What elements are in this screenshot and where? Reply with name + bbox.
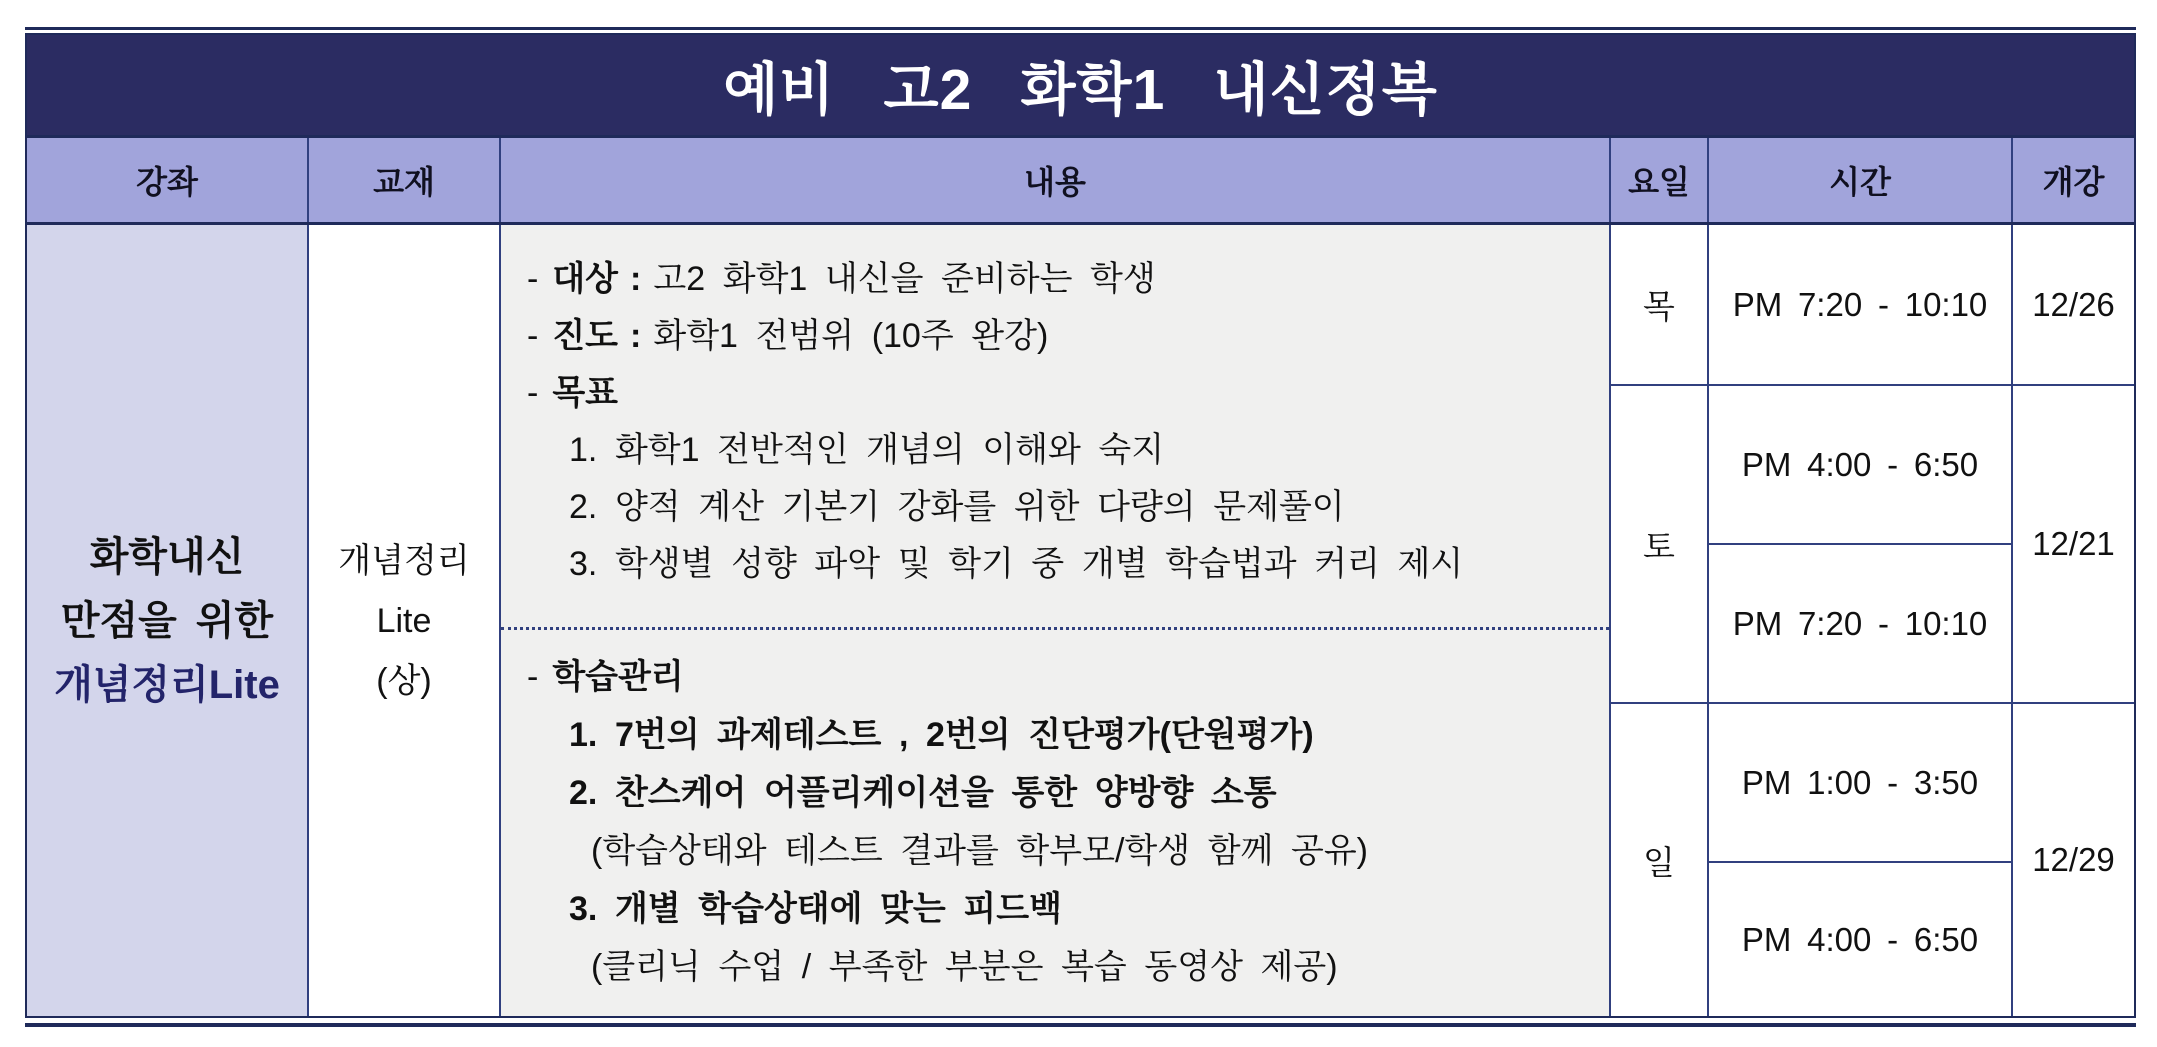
target-label: 대상: [552, 260, 619, 298]
goal-label: 목표: [552, 374, 619, 412]
content-goal-line: [501, 365, 1609, 422]
management-item-2-note: (학습상태와 테스트 결과를 학부모/학생 함께 공유): [591, 832, 1369, 870]
top-rule: [25, 27, 2136, 30]
goal-item-3: 3. 학생별 성향 파악 및 학기 중 개별 학습법과 커리 제시: [569, 545, 1464, 583]
target-text: 고2 화학1 내신을 준비하는 학생: [653, 260, 1156, 298]
page-title: 예비 고2 화학1 내신정복: [723, 58, 1438, 122]
management-label: 학습관리: [552, 658, 684, 696]
goal-item-2: 2. 양적 계산 기본기 강화를 위한 다량의 문제풀이: [569, 488, 1345, 526]
start-date-saturday: 12/21: [2013, 386, 2134, 702]
content-management-section: [501, 630, 1609, 1016]
bullet-dash: -: [527, 317, 539, 355]
bullet-dash: -: [527, 658, 539, 696]
textbook-line1: 개념정리: [338, 541, 470, 580]
day-sunday: 일: [1611, 704, 1707, 1016]
header-content: 내용: [501, 138, 1609, 222]
header-time: 시간: [1709, 138, 2011, 222]
content-overview-section: [501, 225, 1609, 627]
textbook-line2: Lite: [376, 601, 432, 640]
content-target-line: [501, 251, 1609, 308]
management-label-line: [501, 648, 1609, 706]
colon-separator: :: [630, 317, 642, 355]
course-name-line1: 화학내신: [89, 534, 245, 579]
table: [25, 33, 2136, 1018]
header-course: 강좌: [27, 138, 307, 222]
time-saturday-1: PM 4:00 - 6:50: [1709, 386, 2011, 543]
bullet-dash: -: [527, 374, 539, 412]
time-sunday-1: PM 1:00 - 3:50: [1709, 704, 2011, 861]
goal-item-1: 1. 화학1 전반적인 개념의 이해와 숙지: [569, 431, 1165, 469]
bottom-rule: [25, 1023, 2136, 1027]
progress-label: 진도: [552, 317, 619, 355]
header-row: [27, 138, 2134, 222]
progress-text: 화학1 전범위 (10주 완강): [653, 317, 1049, 355]
management-item-2: 2. 찬스케어 어플리케이션을 통한 양방향 소통: [569, 774, 1277, 812]
title-banner: [27, 35, 2134, 135]
time-saturday-2: PM 7:20 - 10:10: [1709, 545, 2011, 702]
content-progress-line: [501, 308, 1609, 365]
time-sunday-2: PM 4:00 - 6:50: [1709, 863, 2011, 1016]
management-item-1: 1. 7번의 과제테스트 , 2번의 진단평가(단원평가): [569, 716, 1314, 754]
day-saturday: 토: [1611, 386, 1707, 702]
management-item-3-note: (클리닉 수업 / 부족한 부분은 복습 동영상 제공): [591, 948, 1338, 986]
header-textbook: 교재: [309, 138, 499, 222]
header-start: 개강: [2013, 138, 2134, 222]
course-name-line3: 개념정리Lite: [54, 662, 280, 707]
course-name-cell: [27, 225, 307, 1016]
course-name-line2: 만점을 위한: [60, 598, 274, 643]
table-body: [27, 225, 2134, 1016]
colon-separator: :: [630, 260, 642, 298]
management-item-3: 3. 개별 학습상태에 맞는 피드백: [569, 890, 1062, 928]
day-thursday: 목: [1611, 225, 1707, 384]
header-day: 요일: [1611, 138, 1707, 222]
textbook-line3: (상): [376, 661, 432, 700]
start-date-thursday: 12/26: [2013, 225, 2134, 384]
bullet-dash: -: [527, 260, 539, 298]
time-thursday: PM 7:20 - 10:10: [1709, 225, 2011, 384]
textbook-cell: [309, 225, 499, 1016]
course-schedule-table: [25, 27, 2136, 1027]
start-date-sunday: 12/29: [2013, 704, 2134, 1016]
content-cell: [501, 225, 1609, 1016]
